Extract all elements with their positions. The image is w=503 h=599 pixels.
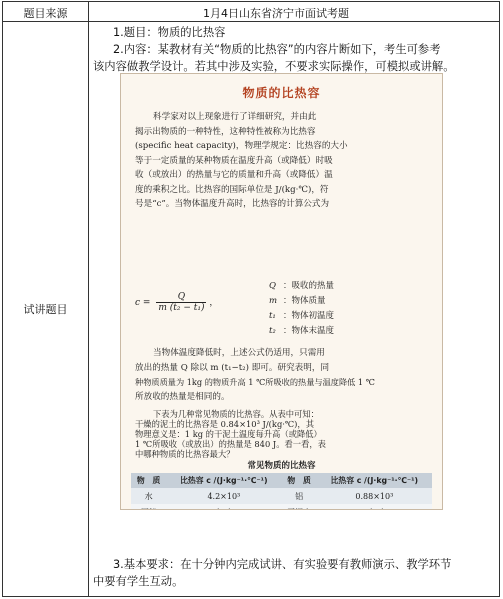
formula-lhs: c = bbox=[135, 298, 151, 308]
para3-line: 干燥的泥土的比热容是 0.84×10³ J/(kg·℃)，其 bbox=[135, 419, 314, 429]
table-cell: 铝 bbox=[281, 488, 316, 504]
table-header: 物 质 bbox=[131, 473, 166, 488]
textbook-paragraph-1 bbox=[135, 110, 428, 212]
para1-line: 度的乘积之比。比热容的国际单位是 J/(kg·℃)，符 bbox=[135, 184, 329, 195]
textbook-paragraph-3 bbox=[135, 409, 428, 459]
table-cell bbox=[166, 504, 281, 510]
formula-comma: ， bbox=[209, 298, 219, 308]
table-cell bbox=[131, 504, 166, 510]
content-item-2-line-1: 2.内容：某教材有关“物质的比热容”的内容片断如下，考生可参考 bbox=[113, 43, 441, 56]
table-row bbox=[131, 488, 432, 504]
table-cell bbox=[281, 504, 316, 510]
header-divider bbox=[3, 21, 499, 22]
content-item-3-line-1: 3.基本要求：在十分钟内完成试讲、有实验要有教师演示、教学环节 bbox=[113, 558, 452, 571]
content-item-1: 1.题目：物质的比热容 bbox=[113, 26, 226, 39]
textbook-excerpt-image bbox=[120, 73, 443, 510]
question-content bbox=[93, 24, 493, 75]
table-header-row bbox=[131, 473, 432, 488]
para1-line: (specific heat capacity)，物理学规定：比热容的大小 bbox=[135, 141, 348, 151]
legend-item: Q ：吸收的热量 bbox=[269, 281, 335, 291]
content-item-2-line-2: 该内容做教学设计。若其中涉及实验，不要求实际操作，可模拟或讲解。 bbox=[93, 60, 455, 73]
para1-line: 收（或放出）的热量与它的质量和升高（或降低）温 bbox=[135, 170, 333, 180]
table-header: 比热容 c /(J·kg⁻¹·℃⁻¹) bbox=[317, 473, 432, 488]
para3-line: 1 ℃所吸收（或放出）的热量是 840 J。看一看，表 bbox=[135, 439, 326, 449]
legend-item: m ：物体质量 bbox=[269, 296, 326, 306]
para2-line: 所放收的热量是相同的。 bbox=[135, 391, 230, 402]
table-cell: 4.2×10³ bbox=[166, 488, 281, 504]
para2-line: 放出的热量 Q 除以 m (t₁−t₂) 即可。研究表明，同 bbox=[135, 362, 330, 373]
header-source-label: 题目来源 bbox=[23, 7, 68, 20]
para1-line: 揭示出物质的一种特性，这种特性被称为比热容 bbox=[135, 126, 316, 137]
table-header: 物 质 bbox=[281, 473, 316, 488]
table-header: 比热容 c /(J·kg⁻¹·℃⁻¹) bbox=[166, 473, 281, 488]
table-cell: 0.88×10³ bbox=[317, 488, 432, 504]
column-divider bbox=[88, 2, 89, 596]
para2-line: 种物质质量为 1kg 的物质升高 1 ℃所吸收的热量与温度降低 1 ℃ bbox=[135, 377, 375, 387]
table-row bbox=[131, 504, 432, 510]
para1-line: 号是“c”。当物体温度升高时，比热容的计算公式为 bbox=[135, 199, 330, 209]
formula-denominator: m (t₂ − t₁) bbox=[158, 303, 205, 313]
table-cell bbox=[317, 504, 432, 510]
formula-legend bbox=[269, 279, 334, 339]
textbook-paragraph-2 bbox=[135, 346, 428, 404]
heat-capacity-formula bbox=[135, 292, 218, 313]
content-item-3-line-2: 中要有学生互动。 bbox=[93, 575, 184, 588]
header-source-value: 1月4日山东省济宁市面试考题 bbox=[203, 7, 349, 20]
para1-line: 科学家对以上现象进行了详细研究，并由此 bbox=[153, 112, 317, 122]
legend-item: t₁ ：物体初温度 bbox=[269, 311, 335, 321]
para2-line: 当物体温度降低时，上述公式仍适用，只需用 bbox=[153, 348, 325, 358]
heat-capacity-table bbox=[131, 473, 432, 510]
textbook-title: 物质的比热容 bbox=[242, 86, 321, 100]
para3-line: 物理意义是：1 kg 的干泥土温度每升高（或降低） bbox=[135, 429, 322, 439]
para3-line: 中哪种物质的比热容最大？ bbox=[135, 449, 235, 459]
legend-item: t₂ ：物体末温度 bbox=[269, 326, 335, 336]
para3-line: 下表为几种常见物质的比热容。从表中可知： bbox=[153, 409, 319, 419]
requirements bbox=[93, 556, 493, 590]
row-topic-label: 试讲题目 bbox=[23, 303, 68, 316]
table-cell: 水 bbox=[131, 488, 166, 504]
formula-numerator: Q bbox=[156, 292, 206, 303]
formula-fraction bbox=[156, 292, 206, 313]
heat-capacity-table-title: 常见物质的比热容 bbox=[247, 461, 316, 471]
para1-line: 等于一定质量的某种物质在温度升高（或降低）时吸 bbox=[135, 155, 333, 166]
